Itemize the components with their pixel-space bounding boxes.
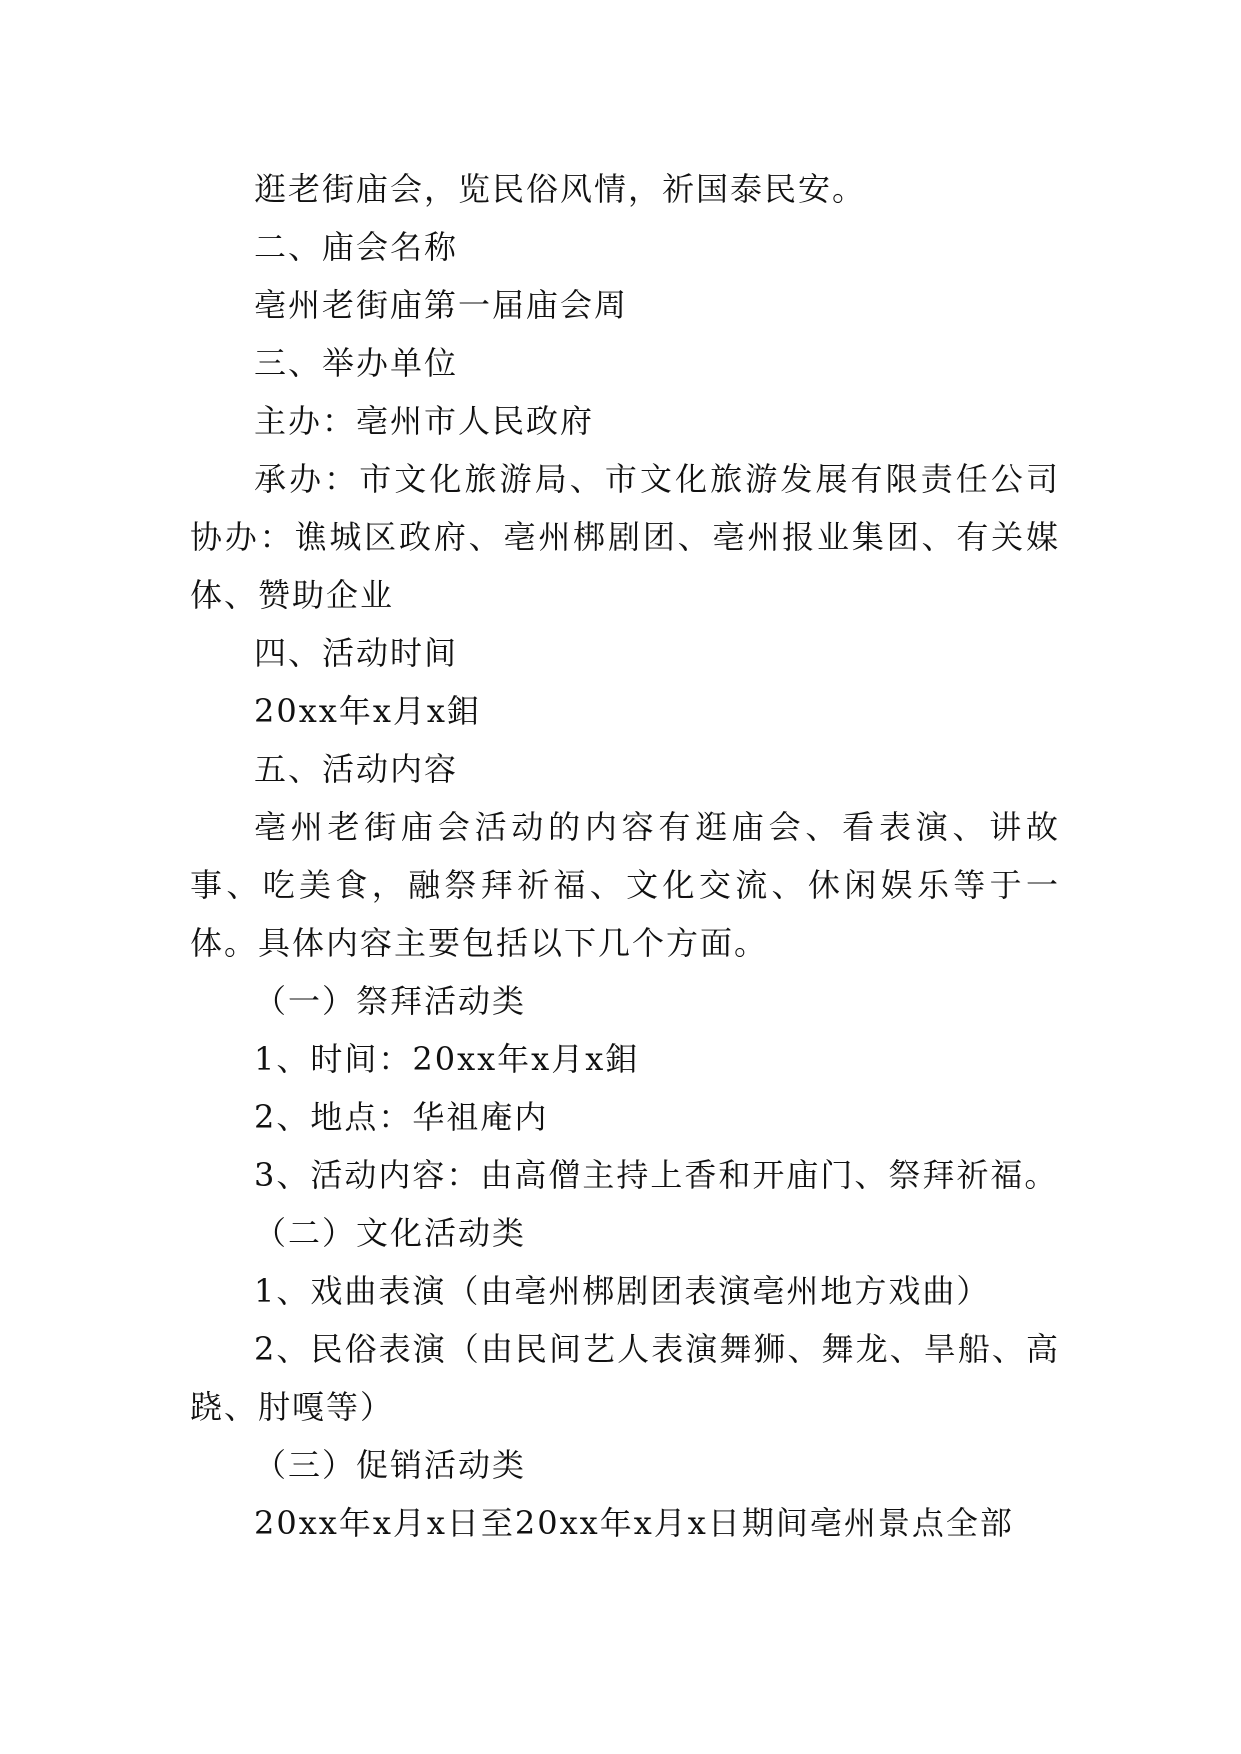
list-item-time: 1、时间：20xx年x月x鉬: [254, 1040, 640, 1078]
heading-fair-name: 二、庙会名称: [254, 228, 459, 266]
paragraph-activity-content: 亳州老街庙会活动的内容有逛庙会、看表演、讲故事、吃美食，融祭拜祈福、文化交流、休闲娱乐等于一体。具体内容主要包括以下几个方面。: [190, 808, 1060, 962]
paragraph-fair-name: 亳州老街庙第一届庙会周: [254, 286, 629, 324]
paragraph-activity-time: 20xx年x月x鉬: [254, 692, 481, 730]
paragraph-slogan: 逛老街庙会，览民俗风情，祈国泰民安。: [254, 170, 867, 208]
list-item-content: 3、活动内容：由高僧主持上香和开庙门、祭拜祈福。: [254, 1156, 1059, 1194]
list-item-location: 2、地点：华祖庵内: [254, 1098, 549, 1136]
paragraph-promotion: 20xx年x月x日至20xx年x月x日期间亳州景点全部: [254, 1504, 1014, 1542]
paragraph-undertakers: 承办：市文化旅游局、市文化旅游发展有限责任公司协办：谯城区政府、亳州梆剧团、亳州报业集团、有关媒体、赞助企业: [190, 460, 1060, 614]
paragraph-host: 主办：亳州市人民政府: [254, 402, 595, 440]
document-body: [190, 160, 1060, 1552]
list-item-opera: 1、戏曲表演（由亳州梆剧团表演亳州地方戏曲）: [254, 1272, 991, 1310]
heading-activity-content: 五、活动内容: [254, 750, 459, 788]
heading-activity-time: 四、活动时间: [254, 634, 459, 672]
heading-organizers: 三、举办单位: [254, 344, 459, 382]
subheading-culture: （二）文化活动类: [254, 1214, 527, 1252]
list-item-folk: 2、民俗表演（由民间艺人表演舞狮、舞龙、旱船、高跷、肘嘎等）: [190, 1330, 1060, 1426]
subheading-worship: （一）祭拜活动类: [254, 982, 527, 1020]
subheading-promotion: （三）促销活动类: [254, 1446, 527, 1484]
